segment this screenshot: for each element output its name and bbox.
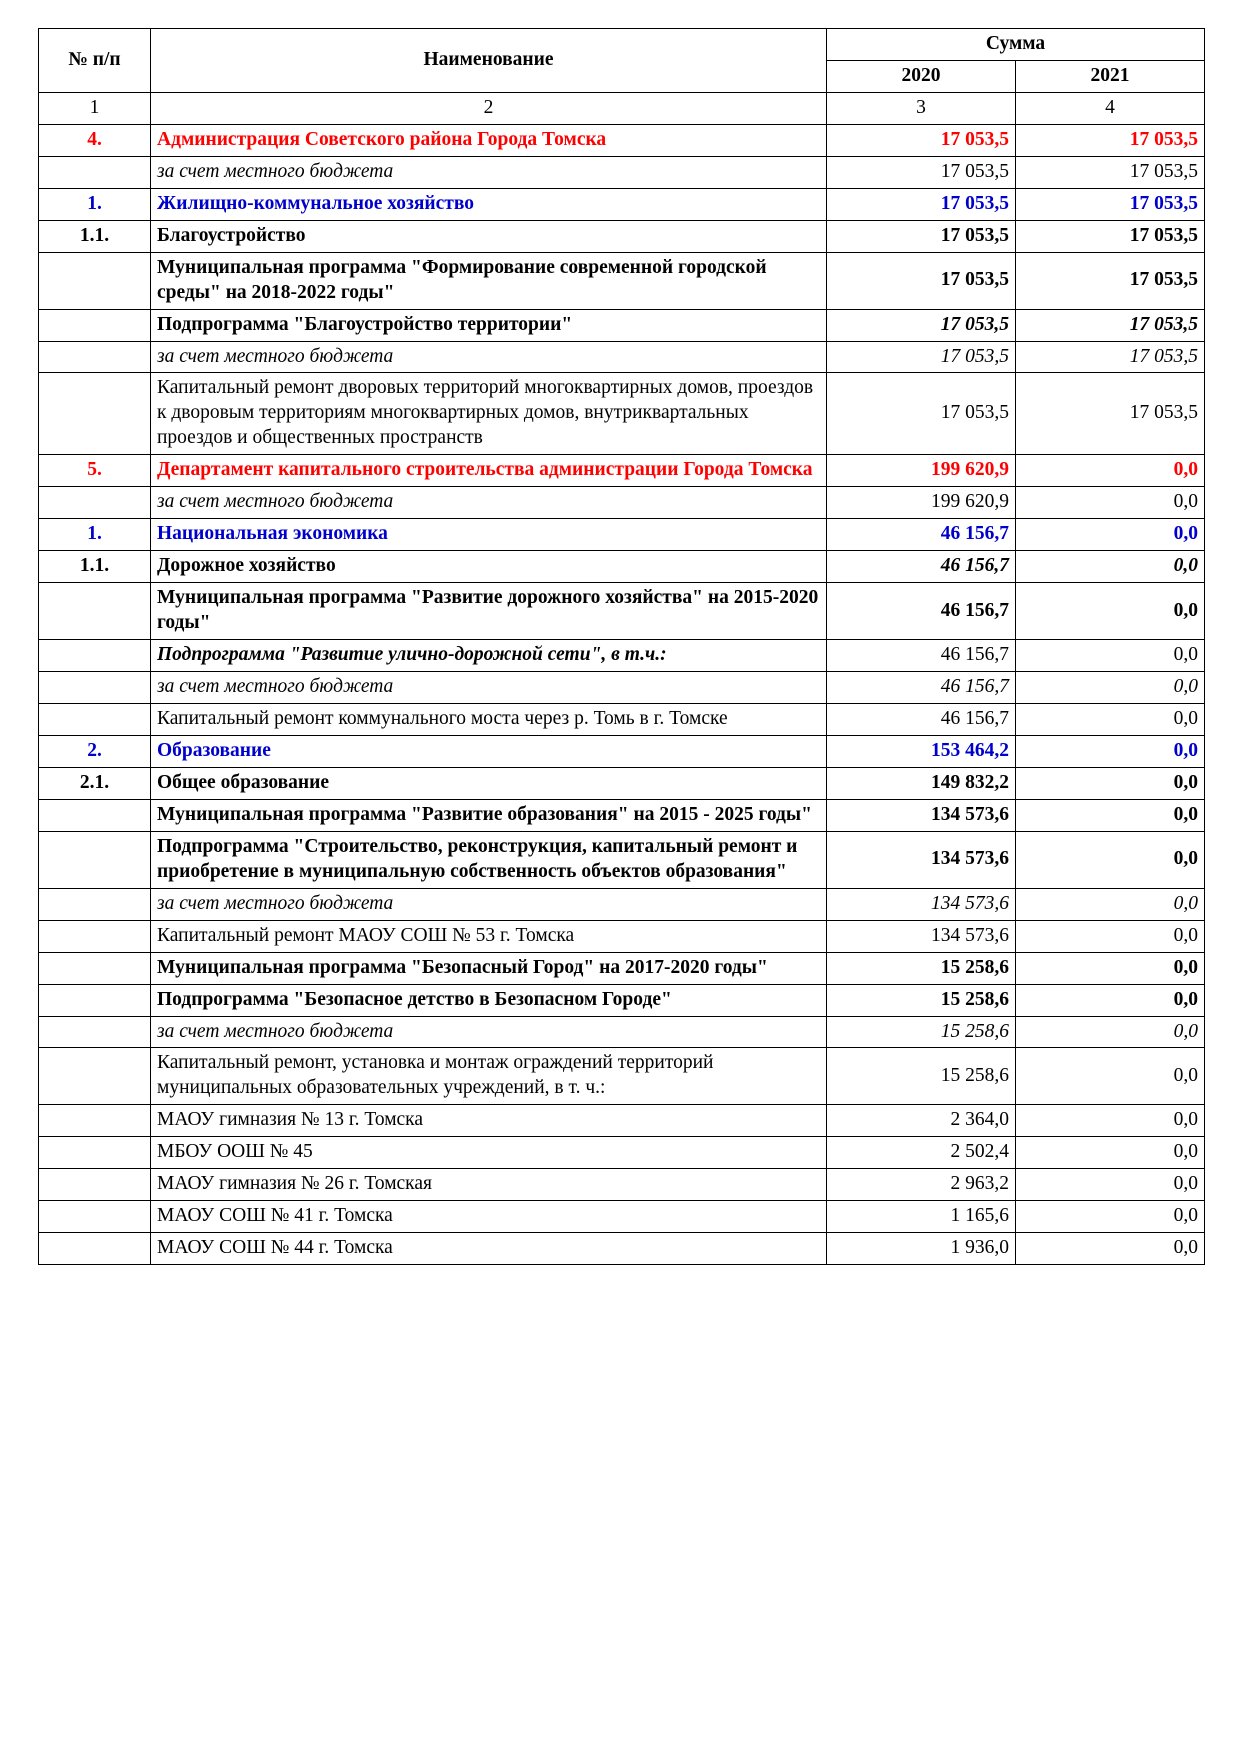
row-name: за счет местного бюджета (151, 672, 827, 704)
row-number (39, 341, 151, 373)
row-name: МБОУ ООШ № 45 (151, 1137, 827, 1169)
row-value-2020: 15 258,6 (827, 952, 1016, 984)
table-row (39, 309, 1205, 341)
row-value-2021: 0,0 (1016, 799, 1205, 831)
row-value-2020: 46 156,7 (827, 672, 1016, 704)
row-name: за счет местного бюджета (151, 156, 827, 188)
row-number (39, 952, 151, 984)
colnum-2: 2 (151, 92, 827, 124)
table-row (39, 1105, 1205, 1137)
row-value-2020: 46 156,7 (827, 583, 1016, 640)
row-value-2021: 17 053,5 (1016, 124, 1205, 156)
table-row (39, 341, 1205, 373)
table-row (39, 188, 1205, 220)
row-value-2020: 15 258,6 (827, 1016, 1016, 1048)
table-row (39, 799, 1205, 831)
row-number (39, 252, 151, 309)
table-row (39, 455, 1205, 487)
row-value-2021: 0,0 (1016, 1233, 1205, 1265)
row-name: Капитальный ремонт дворовых территорий многоквартирных домов, проездов к дворовым территориям многоквартирных домов, внутриквартальных проездов и общественных пространств (151, 373, 827, 455)
row-value-2020: 1 165,6 (827, 1201, 1016, 1233)
row-value-2021: 0,0 (1016, 703, 1205, 735)
row-name: Образование (151, 735, 827, 767)
table-row (39, 1137, 1205, 1169)
table-row (39, 156, 1205, 188)
header-col-num: № п/п (39, 29, 151, 93)
row-value-2020: 17 053,5 (827, 309, 1016, 341)
row-number (39, 831, 151, 888)
table-row (39, 640, 1205, 672)
row-name: МАОУ гимназия № 26 г. Томская (151, 1169, 827, 1201)
row-number (39, 984, 151, 1016)
row-number (39, 309, 151, 341)
row-value-2021: 17 053,5 (1016, 156, 1205, 188)
row-number: 1. (39, 188, 151, 220)
table-row (39, 124, 1205, 156)
row-name: Подпрограмма "Строительство, реконструкция, капитальный ремонт и приобретение в муниципальную собственность объектов образования" (151, 831, 827, 888)
row-name: МАОУ СОШ № 44 г. Томска (151, 1233, 827, 1265)
table-row (39, 1233, 1205, 1265)
row-number (39, 1048, 151, 1105)
row-name: МАОУ гимназия № 13 г. Томска (151, 1105, 827, 1137)
row-value-2021: 17 053,5 (1016, 252, 1205, 309)
row-value-2021: 0,0 (1016, 984, 1205, 1016)
table-header-row (39, 29, 1205, 61)
budget-table (38, 28, 1205, 1265)
row-value-2020: 134 573,6 (827, 888, 1016, 920)
row-number (39, 920, 151, 952)
row-name: Дорожное хозяйство (151, 551, 827, 583)
table-row (39, 920, 1205, 952)
row-value-2021: 0,0 (1016, 831, 1205, 888)
row-name: МАОУ СОШ № 41 г. Томска (151, 1201, 827, 1233)
row-number: 1. (39, 519, 151, 551)
row-value-2021: 0,0 (1016, 920, 1205, 952)
row-value-2021: 0,0 (1016, 1105, 1205, 1137)
row-number: 4. (39, 124, 151, 156)
row-value-2020: 46 156,7 (827, 703, 1016, 735)
colnum-3: 3 (827, 92, 1016, 124)
row-number (39, 1105, 151, 1137)
row-value-2021: 17 053,5 (1016, 220, 1205, 252)
row-value-2020: 15 258,6 (827, 1048, 1016, 1105)
table-row (39, 703, 1205, 735)
row-name: за счет местного бюджета (151, 341, 827, 373)
header-col-sum: Сумма (827, 29, 1205, 61)
row-value-2020: 17 053,5 (827, 124, 1016, 156)
table-row (39, 583, 1205, 640)
row-name: Подпрограмма "Благоустройство территории" (151, 309, 827, 341)
row-name: Капитальный ремонт, установка и монтаж ограждений территорий муниципальных образовательных учреждений, в т. ч.: (151, 1048, 827, 1105)
row-value-2020: 46 156,7 (827, 551, 1016, 583)
row-value-2020: 17 053,5 (827, 156, 1016, 188)
header-col-name: Наименование (151, 29, 827, 93)
row-number (39, 1169, 151, 1201)
row-value-2021: 0,0 (1016, 767, 1205, 799)
row-number: 5. (39, 455, 151, 487)
row-value-2021: 0,0 (1016, 519, 1205, 551)
row-number (39, 156, 151, 188)
row-value-2020: 134 573,6 (827, 799, 1016, 831)
row-value-2021: 0,0 (1016, 1137, 1205, 1169)
row-value-2021: 0,0 (1016, 952, 1205, 984)
table-row (39, 1048, 1205, 1105)
row-number (39, 640, 151, 672)
row-value-2021: 0,0 (1016, 640, 1205, 672)
table-row (39, 831, 1205, 888)
row-value-2021: 0,0 (1016, 672, 1205, 704)
table-row (39, 767, 1205, 799)
row-name: Департамент капитального строительства администрации Города Томска (151, 455, 827, 487)
row-number (39, 703, 151, 735)
row-name: Подпрограмма "Развитие улично-дорожной сети", в т.ч.: (151, 640, 827, 672)
row-value-2021: 0,0 (1016, 583, 1205, 640)
colnum-1: 1 (39, 92, 151, 124)
row-value-2020: 17 053,5 (827, 252, 1016, 309)
table-row (39, 1016, 1205, 1048)
row-value-2020: 2 502,4 (827, 1137, 1016, 1169)
row-name: Подпрограмма "Безопасное детство в Безопасном Городе" (151, 984, 827, 1016)
row-number (39, 1016, 151, 1048)
table-row (39, 984, 1205, 1016)
row-name: Муниципальная программа "Безопасный Город" на 2017-2020 годы" (151, 952, 827, 984)
row-value-2020: 46 156,7 (827, 519, 1016, 551)
row-value-2021: 0,0 (1016, 1048, 1205, 1105)
row-value-2021: 0,0 (1016, 1169, 1205, 1201)
row-value-2021: 0,0 (1016, 1201, 1205, 1233)
table-row (39, 952, 1205, 984)
row-number: 1.1. (39, 551, 151, 583)
row-number (39, 888, 151, 920)
row-value-2020: 134 573,6 (827, 920, 1016, 952)
header-year-2020: 2020 (827, 60, 1016, 92)
row-value-2021: 0,0 (1016, 1016, 1205, 1048)
row-value-2020: 2 963,2 (827, 1169, 1016, 1201)
row-name: Администрация Советского района Города Томска (151, 124, 827, 156)
row-name: Капитальный ремонт МАОУ СОШ № 53 г. Томска (151, 920, 827, 952)
row-number (39, 487, 151, 519)
row-number: 1.1. (39, 220, 151, 252)
row-name: за счет местного бюджета (151, 888, 827, 920)
row-value-2020: 153 464,2 (827, 735, 1016, 767)
row-number (39, 373, 151, 455)
row-value-2021: 17 053,5 (1016, 373, 1205, 455)
row-value-2020: 134 573,6 (827, 831, 1016, 888)
row-number: 2.1. (39, 767, 151, 799)
row-name: Капитальный ремонт коммунального моста через р. Томь в г. Томске (151, 703, 827, 735)
row-name: Национальная экономика (151, 519, 827, 551)
row-name: за счет местного бюджета (151, 487, 827, 519)
row-name: Жилищно-коммунальное хозяйство (151, 188, 827, 220)
table-row (39, 672, 1205, 704)
row-value-2021: 17 053,5 (1016, 309, 1205, 341)
row-number (39, 1137, 151, 1169)
colnum-4: 4 (1016, 92, 1205, 124)
table-row (39, 519, 1205, 551)
row-name: Общее образование (151, 767, 827, 799)
table-row (39, 220, 1205, 252)
table-row (39, 735, 1205, 767)
row-value-2020: 17 053,5 (827, 220, 1016, 252)
row-number: 2. (39, 735, 151, 767)
table-row (39, 551, 1205, 583)
row-number (39, 583, 151, 640)
row-value-2021: 17 053,5 (1016, 188, 1205, 220)
row-value-2020: 46 156,7 (827, 640, 1016, 672)
row-value-2021: 0,0 (1016, 551, 1205, 583)
table-row (39, 888, 1205, 920)
row-value-2020: 199 620,9 (827, 455, 1016, 487)
table-row (39, 487, 1205, 519)
table-row (39, 1169, 1205, 1201)
row-value-2021: 0,0 (1016, 735, 1205, 767)
row-value-2020: 15 258,6 (827, 984, 1016, 1016)
row-name: Муниципальная программа "Развитие образования" на 2015 - 2025 годы" (151, 799, 827, 831)
row-number (39, 799, 151, 831)
row-value-2020: 17 053,5 (827, 373, 1016, 455)
row-name: Муниципальная программа "Формирование современной городской среды" на 2018-2022 годы" (151, 252, 827, 309)
row-number (39, 672, 151, 704)
row-name: за счет местного бюджета (151, 1016, 827, 1048)
row-number (39, 1201, 151, 1233)
table-row (39, 373, 1205, 455)
row-value-2020: 17 053,5 (827, 341, 1016, 373)
row-value-2021: 17 053,5 (1016, 341, 1205, 373)
row-value-2020: 2 364,0 (827, 1105, 1016, 1137)
table-column-numbering-row (39, 92, 1205, 124)
row-value-2021: 0,0 (1016, 487, 1205, 519)
row-value-2020: 17 053,5 (827, 188, 1016, 220)
row-value-2020: 199 620,9 (827, 487, 1016, 519)
row-name: Благоустройство (151, 220, 827, 252)
header-year-2021: 2021 (1016, 60, 1205, 92)
row-value-2020: 1 936,0 (827, 1233, 1016, 1265)
row-number (39, 1233, 151, 1265)
table-row (39, 1201, 1205, 1233)
row-value-2020: 149 832,2 (827, 767, 1016, 799)
row-value-2021: 0,0 (1016, 888, 1205, 920)
table-row (39, 252, 1205, 309)
row-name: Муниципальная программа "Развитие дорожного хозяйства" на 2015-2020 годы" (151, 583, 827, 640)
row-value-2021: 0,0 (1016, 455, 1205, 487)
